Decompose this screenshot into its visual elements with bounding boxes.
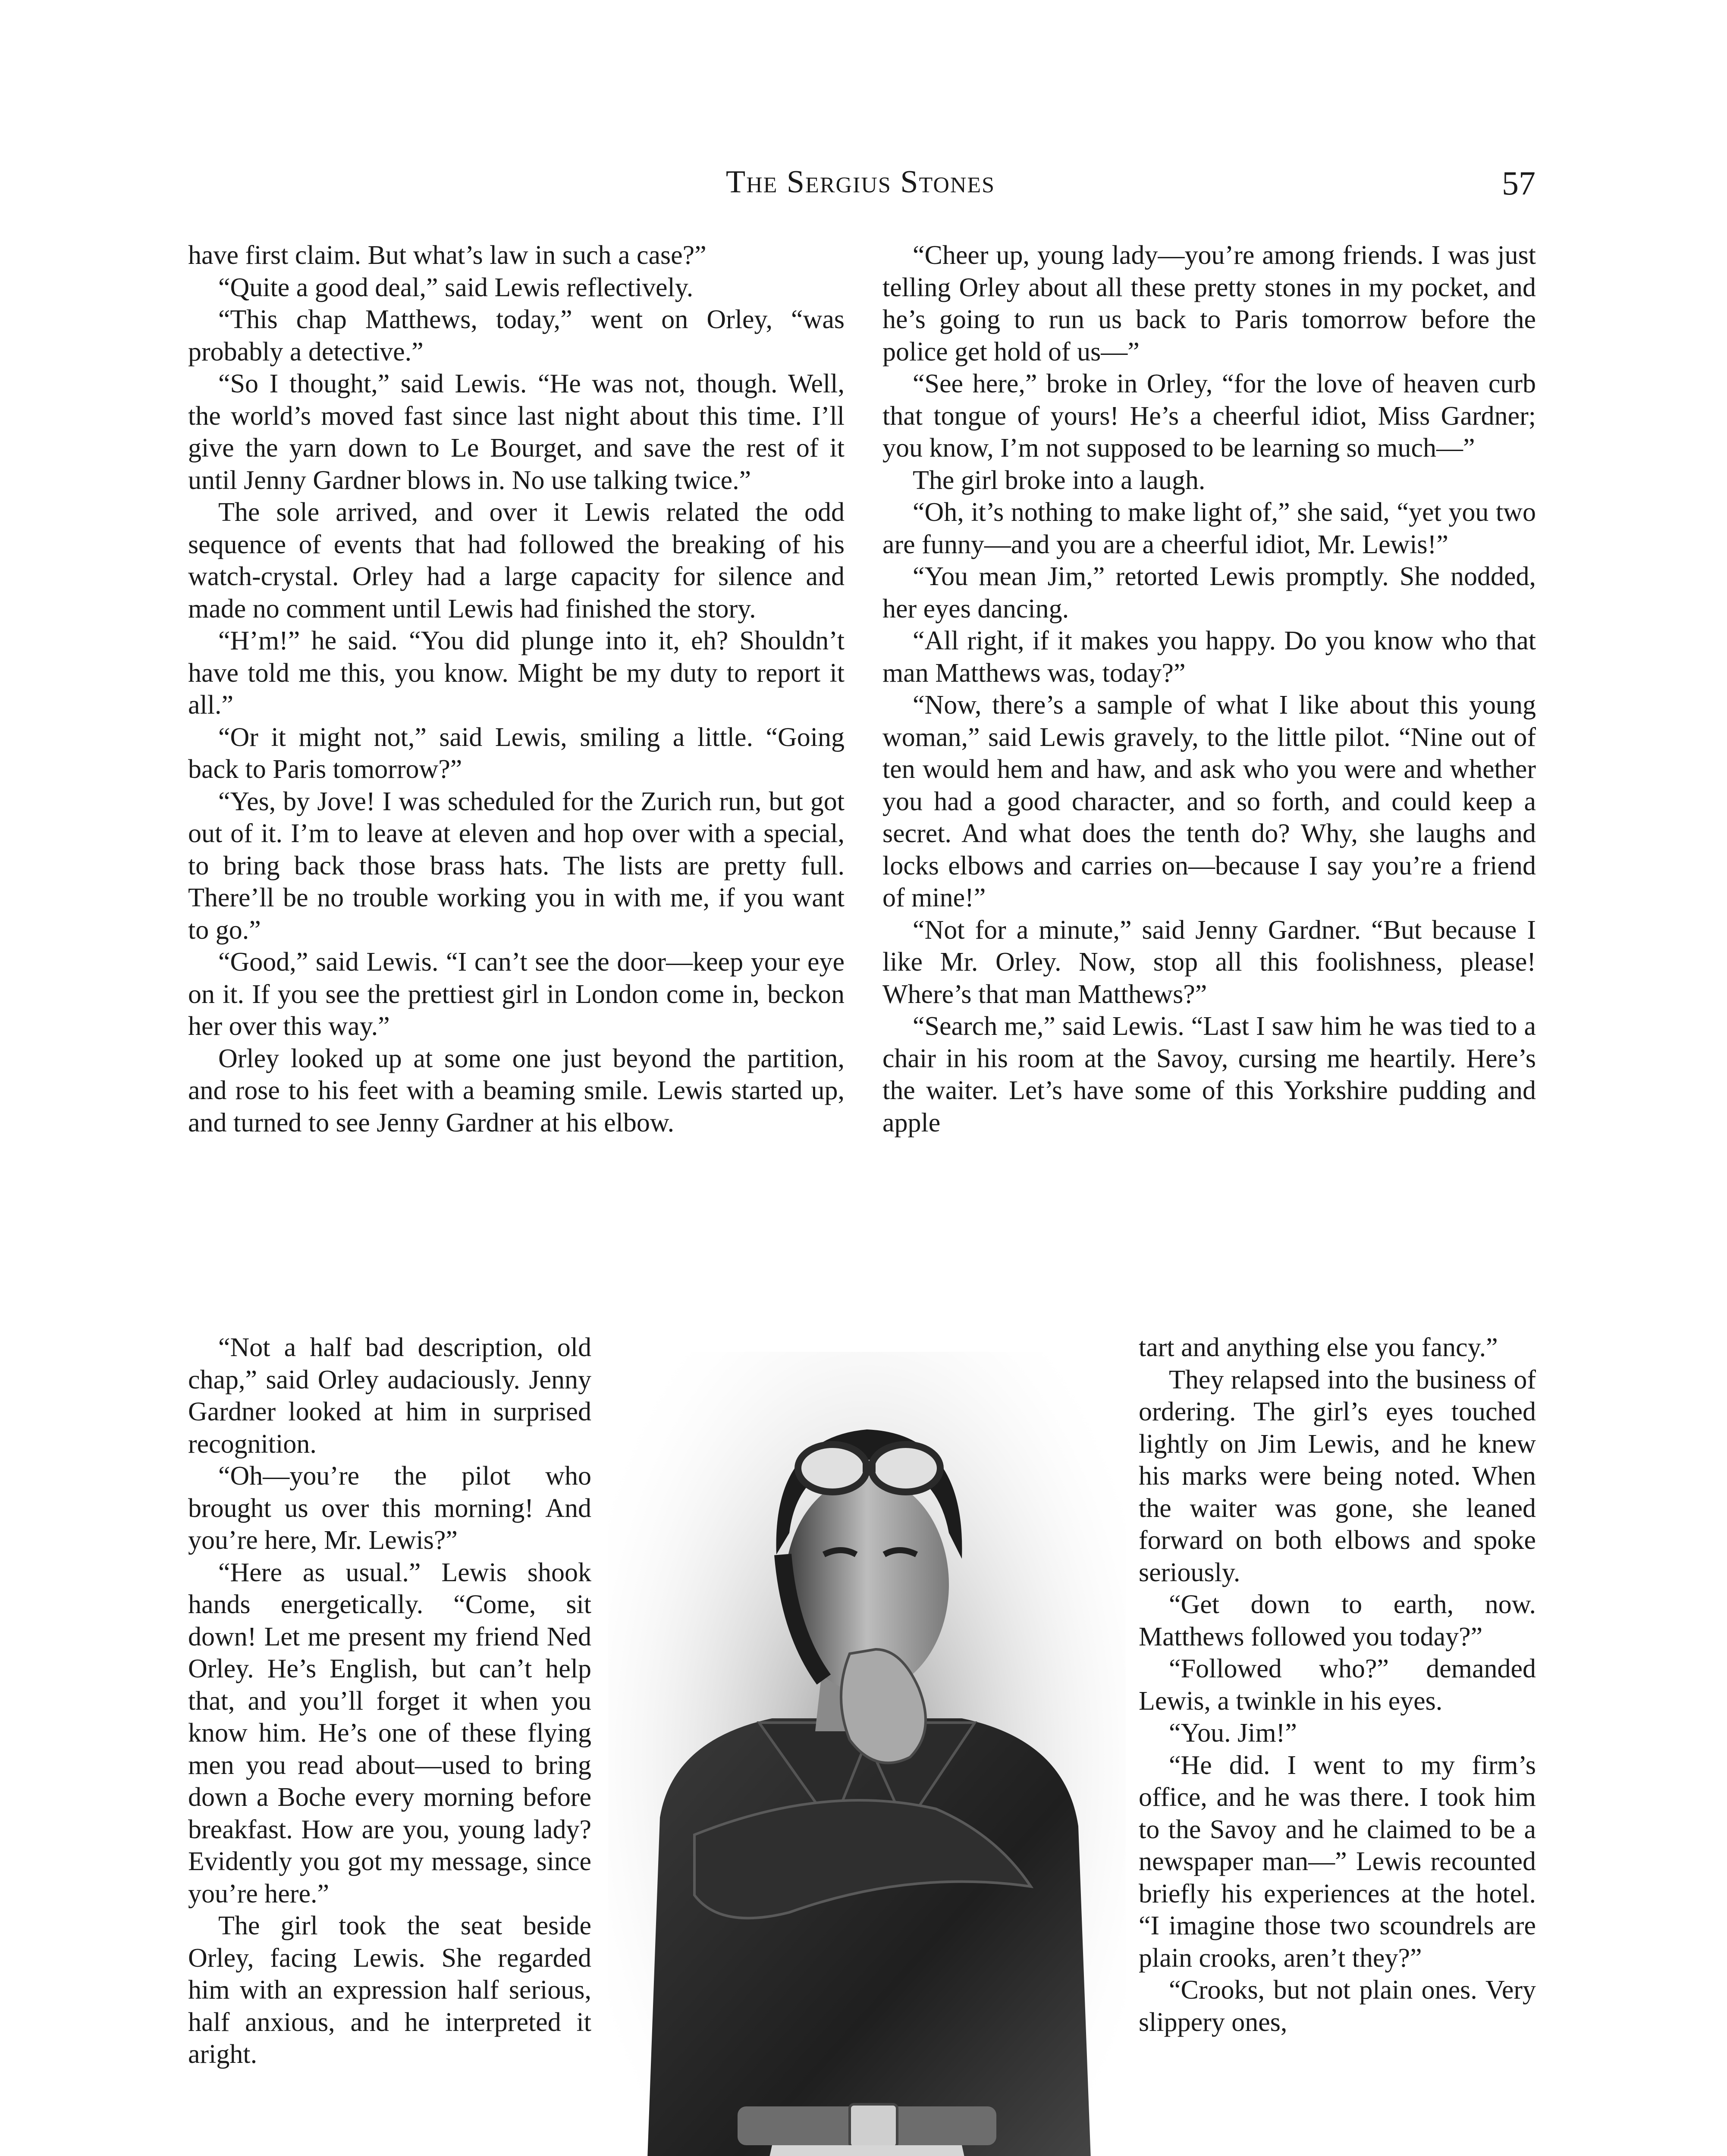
paragraph: “He did. I went to my firm’s office, and he was there. I took him to the Savoy and he claimed to be a newspaper man—” Lewis recounted briefly his experiences at the hotel. “I imagine those two scoundrels are plain crooks, aren’t they?” xyxy=(1139,1750,1536,1973)
paragraph: The girl took the seat beside Orley, facing Lewis. She regarded him with an expression half serious, half anxious, and he interpreted it aright. xyxy=(188,1911,591,2069)
paragraph: They relapsed into the business of ordering. The girl’s eyes touched lightly on Jim Lewis, and he knew his marks were being noted. When the waiter was gone, she leaned forward on both elbows and spoke seriously. xyxy=(1139,1365,1536,1587)
left-narrow-column xyxy=(188,1332,591,2071)
paragraph: The sole arrived, and over it Lewis related the odd sequence of events that had followed the breaking of his watch-crystal. Orley had a large capacity for silence and made no comment until Lewis had finished the story. xyxy=(188,498,845,624)
paragraph: have first claim. But what’s law in such a case?” xyxy=(188,241,706,270)
paragraph: “See here,” broke in Orley, “for the love of heaven curb that tongue of yours! He’s a cheerful idiot, Miss Gardner; you know, I’m not supposed to be learning so much—” xyxy=(882,369,1536,463)
paragraph: “Not for a minute,” said Jenny Gardner. “But because I like Mr. Orley. Now, stop all this foolishness, please! Where’s that man Matthews?” xyxy=(882,915,1536,1009)
paragraph: “Not a half bad description, old chap,” said Orley audaciously. Jenny Gardner looked at him in surprised recognition. xyxy=(188,1333,591,1459)
paragraph: “Now, there’s a sample of what I like about this young woman,” said Lewis gravely, to the little pilot. “Nine out of ten would hem and haw, and ask who you were and whether you had a good character, and so forth, and could keep a secret. And what does the tenth do? Why, she laughs and locks elbows and carries on—because I say you’re a friend of mine!” xyxy=(882,690,1536,912)
belt-buckle xyxy=(850,2104,897,2147)
paragraph: “Get down to earth, now. Matthews followed you today?” xyxy=(1139,1590,1536,1651)
page-header xyxy=(185,164,1535,216)
paragraph: “Or it might not,” said Lewis, smiling a little. “Going back to Paris tomorrow?” xyxy=(188,722,845,784)
paragraph: “This chap Matthews, today,” went on Orley, “was probably a detective.” xyxy=(188,305,845,367)
paragraph: “H’m!” he said. “You did plunge into it, eh? Shouldn’t have told me this, you know. Might be my duty to report it all.” xyxy=(188,626,845,720)
right-column xyxy=(882,239,1536,1139)
paragraph: tart and anything else you fancy.” xyxy=(1139,1333,1498,1362)
right-narrow-column xyxy=(1139,1332,1536,2038)
jacket-shape xyxy=(647,1718,1091,2156)
paragraph: Orley looked up at some one just beyond the partition, and rose to his feet with a beaming smile. Lewis started up, and turned to see Jenny Gardner at his elbow. xyxy=(188,1044,845,1138)
paragraph: “Quite a good deal,” said Lewis reflectively. xyxy=(218,273,694,302)
left-column xyxy=(188,239,845,1139)
aviator-illustration xyxy=(608,1352,1126,2156)
running-title: The Sergius Stones xyxy=(725,164,995,200)
paragraph: “You mean Jim,” retorted Lewis promptly. She nodded, her eyes dancing. xyxy=(882,562,1536,624)
paragraph: “Search me,” said Lewis. “Last I saw him he was tied to a chair in his room at the Savoy, cursing me heartily. Here’s the waiter. Let’s have some of this Yorkshire pudding and apple xyxy=(882,1012,1536,1138)
paragraph: “Oh, it’s nothing to make light of,” she said, “yet you two are funny—and you are a cheerful idiot, Mr. Lewis!” xyxy=(882,498,1536,559)
paragraph: “Crooks, but not plain ones. Very slippery ones, xyxy=(1139,1975,1536,2037)
paragraph: The girl broke into a laugh. xyxy=(913,465,1206,495)
paragraph: “Yes, by Jove! I was scheduled for the Zurich run, but got out of it. I’m to leave at eleven and hop over with a special, to bring back those brass hats. The lists are pretty full. There’ll be no trouble working you in with me, if you want to go.” xyxy=(188,787,845,945)
trousers xyxy=(746,2145,988,2156)
paragraph: “All right, if it makes you happy. Do you know who that man Matthews was, today?” xyxy=(882,626,1536,688)
paragraph: “So I thought,” said Lewis. “He was not, though. Well, the world’s moved fast since last night about this time. I’ll give the yarn down to Le Bourget, and save the rest of it until Jenny Gardner blows in. No use talking twice.” xyxy=(188,369,845,495)
paragraph: “Here as usual.” Lewis shook hands energetically. “Come, sit down! Let me present my friend Ned Orley. He’s English, but can’t help that, and you’ll forget it when you know him. He’s one of these flying men you read about—used to bring down a Boche every morning before breakfast. How are you, young lady? Evidently you got my message, since you’re here.” xyxy=(188,1557,591,1908)
paragraph: “Oh—you’re the pilot who brought us over this morning! And you’re here, Mr. Lewis?” xyxy=(188,1461,591,1555)
paragraph: “Good,” said Lewis. “I can’t see the door—keep your eye on it. If you see the prettiest girl in London come in, beckon her over this way.” xyxy=(188,947,845,1041)
paragraph: “You. Jim!” xyxy=(1169,1718,1297,1748)
illustration-figure xyxy=(608,1352,1126,2156)
paragraph: “Cheer up, young lady—you’re among friends. I was just telling Orley about all these pretty stones in my pocket, and he’s going to run us back to Paris tomorrow before the police get hold of us—” xyxy=(882,241,1536,367)
page-number: 57 xyxy=(1502,164,1535,202)
paragraph: “Followed who?” demanded Lewis, a twinkle in his eyes. xyxy=(1139,1654,1536,1716)
